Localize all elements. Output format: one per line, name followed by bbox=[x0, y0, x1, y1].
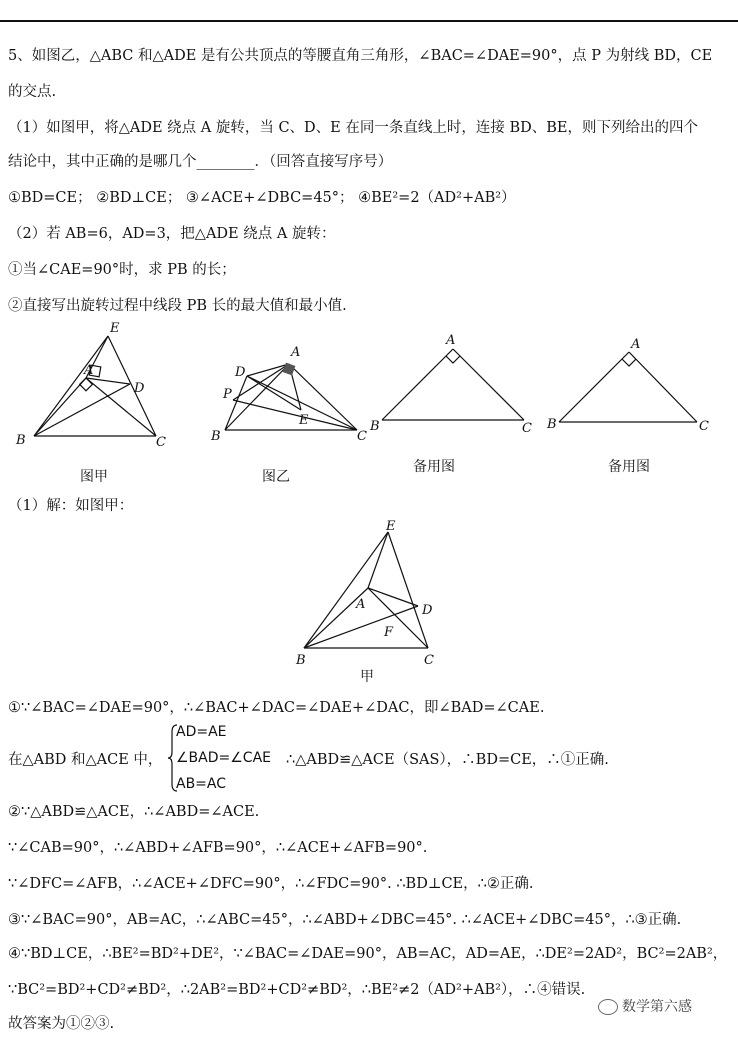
solution-step-6: ③∵∠BAC=90°，AB=AC，∴∠ABC=45°，∴∠ABD+∠DBC=45°. ∴∠ACE+∠DBC=45°，∴③正确. bbox=[8, 912, 682, 928]
label-D-yi: D bbox=[235, 365, 246, 380]
sol-label-A: A bbox=[356, 597, 366, 612]
question-2-b: ②直接写出旋转过程中线段 PB 长的最大值和最小值. bbox=[8, 298, 347, 314]
options-line: ①BD=CE； ②BD⊥CE； ③∠ACE+∠DBC=45°； ④BE²=2（AD²+AB²） bbox=[8, 190, 516, 206]
label-C: C bbox=[156, 435, 166, 448]
sol-label-D: D bbox=[422, 603, 433, 618]
label-B-spare1: B bbox=[370, 419, 380, 434]
question-1-line-2: 结论中，其中正确的是哪几个________．（回答直接写序号） bbox=[8, 154, 393, 170]
question-1-line-1: （1）如图甲，将△ADE 绕点 A 旋转，当 C、D、E 在同一条直线上时，连接 BD、BE，则下列给出的四个 bbox=[8, 120, 699, 136]
system-line-2: ∠BAD=∠CAE bbox=[176, 750, 271, 766]
label-A-spare1: A bbox=[446, 333, 456, 348]
sol-label-B: B bbox=[296, 653, 306, 668]
solution-figure-jia bbox=[290, 518, 450, 670]
label-C-yi: C bbox=[357, 429, 367, 444]
question-2-line: （2）若 AB=6，AD=3，把△ADE 绕点 A 旋转： bbox=[8, 226, 336, 242]
solution-intro: （1）解：如图甲： bbox=[8, 498, 134, 514]
spare-figure-2 bbox=[545, 332, 715, 442]
caption-spare-1: 备用图 bbox=[413, 459, 455, 475]
label-A-yi: A bbox=[291, 345, 301, 360]
label-C-spare2: C bbox=[699, 419, 709, 434]
label-P-yi: P bbox=[223, 387, 232, 402]
label-B-spare2: B bbox=[547, 417, 557, 432]
caption-solution-fig: 甲 bbox=[360, 669, 374, 685]
watermark bbox=[598, 996, 692, 1016]
system-line-1: AD=AE bbox=[176, 724, 227, 740]
problem-line-2: 的交点. bbox=[8, 84, 57, 100]
solution-step-1: ①∵∠BAC=∠DAE=90°，∴∠BAC+∠DAC=∠DAE+∠DAC，即∠BAD=∠CAE. bbox=[8, 700, 545, 716]
question-2-a: ①当∠CAE=90°时，求 PB 的长； bbox=[8, 262, 236, 278]
label-A-spare2: A bbox=[631, 337, 641, 352]
solution-step-4: ∵∠CAB=90°，∴∠ABD+∠AFB=90°，∴∠ACE+∠AFB=90°. bbox=[8, 840, 428, 856]
caption-spare-2: 备用图 bbox=[608, 459, 650, 475]
solution-step-7: ④∵BD⊥CE，∴BE²=BD²+DE²，∵∠BAC=∠DAE=90°，AB=AC，AD=AE，∴DE²=2AD²，BC²=2AB²， bbox=[8, 946, 728, 962]
figure-yi bbox=[205, 340, 375, 450]
final-answer: 故答案为①②③. bbox=[8, 1016, 115, 1032]
spare-figure-1 bbox=[368, 332, 538, 442]
label-E: E bbox=[110, 321, 120, 336]
label-B: B bbox=[16, 433, 26, 448]
solution-step-2-prefix: 在△ABD 和△ACE 中， bbox=[8, 752, 163, 768]
top-rule bbox=[0, 20, 738, 22]
problem-line-1: 5、如图乙，△ABC 和△ADE 是有公共顶点的等腰直角三角形，∠BAC=∠DAE=90°，点 P 为射线 BD，CE bbox=[8, 48, 713, 64]
solution-step-2-suffix: ∴△ABD≌△ACE（SAS），∴BD=CE，∴①正确. bbox=[286, 752, 609, 768]
system-line-3: AB=AC bbox=[176, 776, 227, 792]
figure-jia bbox=[10, 318, 175, 448]
label-E-yi: E bbox=[299, 413, 309, 428]
label-D: D bbox=[134, 381, 145, 396]
label-C-spare1: C bbox=[522, 421, 532, 436]
watermark-text: 数学第六感 bbox=[622, 999, 692, 1015]
sol-label-C: C bbox=[424, 653, 434, 668]
wechat-icon bbox=[598, 999, 618, 1015]
caption-fig-jia: 图甲 bbox=[80, 469, 108, 485]
solution-step-3: ②∵△ABD≌△ACE，∴∠ABD=∠ACE. bbox=[8, 804, 260, 820]
label-B-yi: B bbox=[211, 429, 221, 444]
label-A: A bbox=[84, 363, 94, 378]
solution-step-5: ∵∠DFC=∠AFB，∴∠ACE+∠DFC=90°，∴∠FDC=90°. ∴BD⊥CE，∴②正确. bbox=[8, 876, 534, 892]
sol-label-F: F bbox=[384, 625, 394, 640]
caption-fig-yi: 图乙 bbox=[262, 469, 290, 485]
sol-label-E: E bbox=[386, 519, 396, 534]
solution-step-8: ∵BC²=BD²+CD²≠BD²，∴2AB²=BD²+CD²≠BD²，∴BE²≠2（AD²+AB²），∴④错误. bbox=[8, 982, 586, 998]
